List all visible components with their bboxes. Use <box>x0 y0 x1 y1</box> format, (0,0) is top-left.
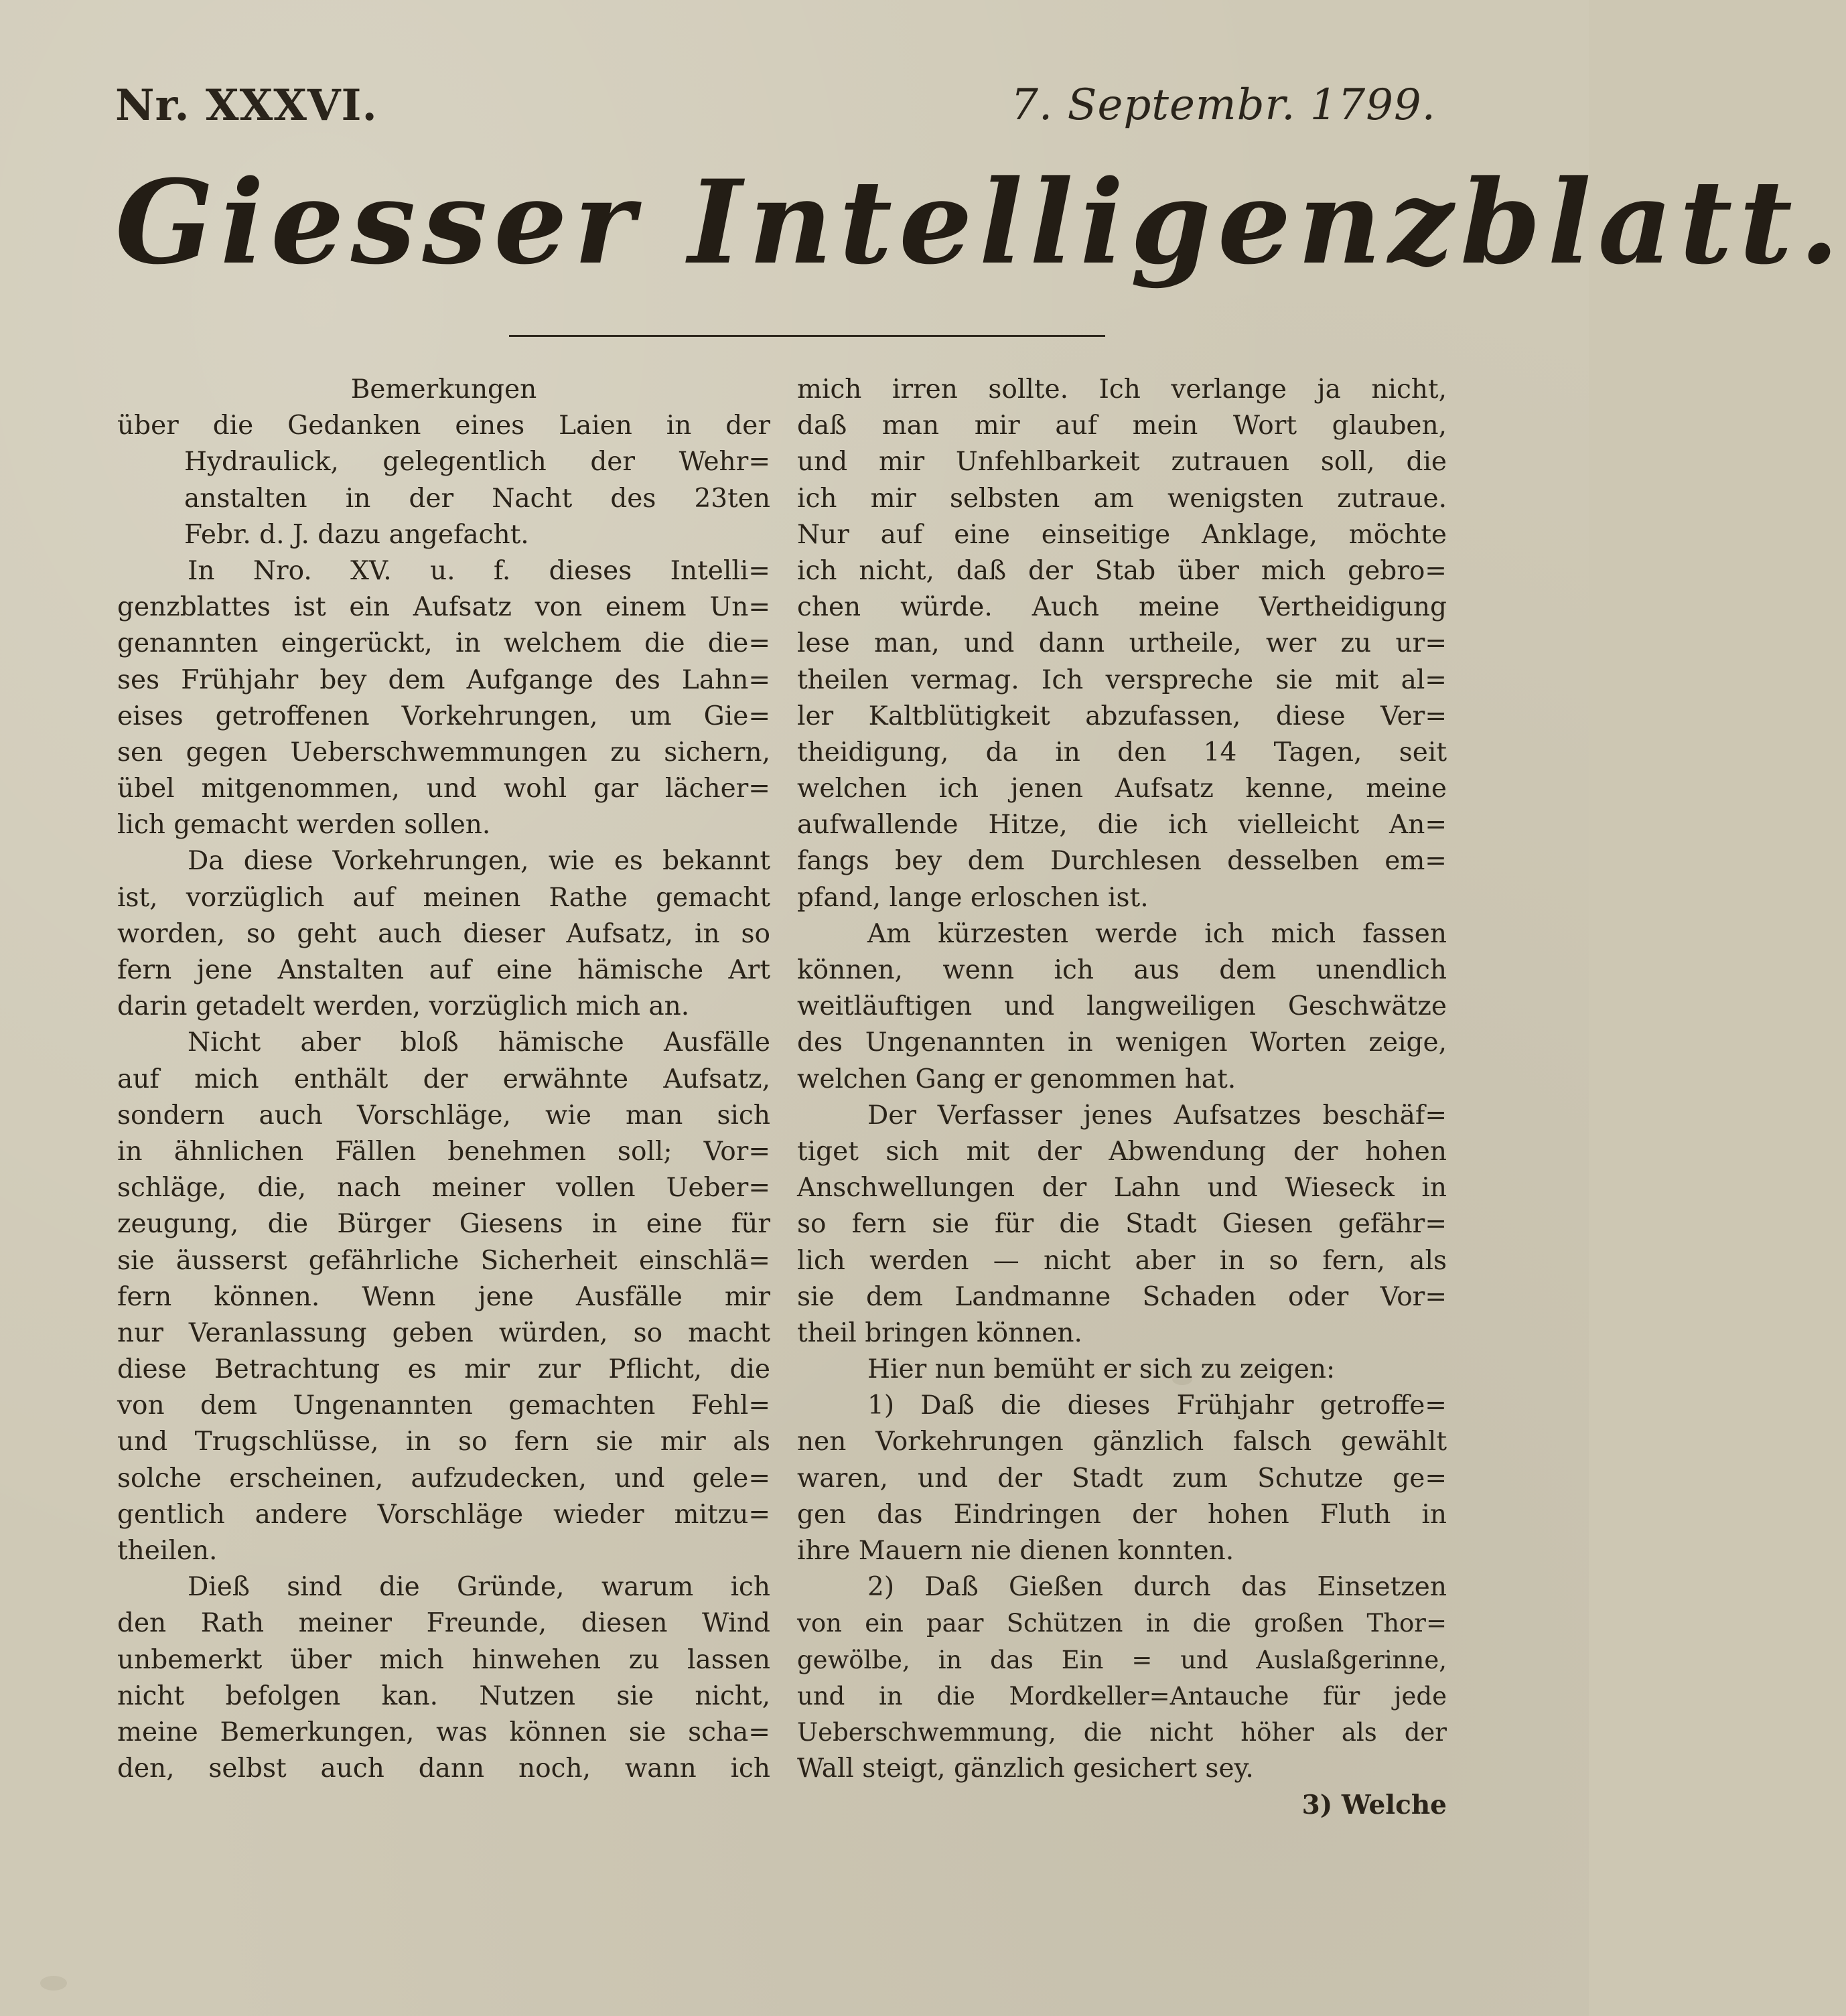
masthead-rule <box>509 335 1105 337</box>
text-line: genannten eingerückt, in welchem die die= <box>117 628 770 659</box>
text-line: in ähnlichen Fällen benehmen soll; Vor= <box>117 1136 770 1167</box>
text-line: fangs bey dem Durchlesen desselben em= <box>797 846 1447 877</box>
text-line: In Nro. XV. u. f. dieses Intelli= <box>188 555 770 586</box>
text-line: eises getroffenen Vorkehrungen, um Gie= <box>117 701 770 731</box>
text-line: Wall steigt, gänzlich gesichert sey. <box>797 1753 1254 1784</box>
text-line: den Rath meiner Freunde, diesen Wind <box>117 1608 770 1639</box>
text-line: lich gemacht werden sollen. <box>117 810 491 841</box>
article-subheading-line: Febr. d. J. dazu angefacht. <box>184 519 529 550</box>
article-subheading-line: über die Gedanken eines Laien in der <box>117 411 770 441</box>
article-subheading-line: anstalten in der Nacht des 23ten <box>184 483 770 514</box>
text-line: fern jene Anstalten auf eine hämische Art <box>117 955 770 985</box>
article-subheading-line: Hydraulick, gelegentlich der Wehr= <box>184 447 770 478</box>
text-line: können, wenn ich aus dem unendlich <box>797 955 1447 985</box>
text-line: Am kürzesten werde ich mich fassen <box>867 918 1447 949</box>
masthead-title: Giesser Intelligenzblatt. <box>115 154 1846 290</box>
text-line: gen das Eindringen der hohen Fluth in <box>797 1499 1447 1530</box>
text-line: waren, und der Stadt zum Schutze ge= <box>797 1463 1447 1494</box>
text-line: ler Kaltblütigkeit abzufassen, diese Ver= <box>797 701 1447 731</box>
text-line: Nicht aber bloß hämische Ausfälle <box>188 1027 770 1058</box>
text-line: theilen vermag. Ich verspreche sie mit al= <box>797 664 1447 695</box>
text-line: ich nicht, daß der Stab über mich gebro= <box>797 555 1447 586</box>
text-line: ses Frühjahr bey dem Aufgange des Lahn= <box>117 664 770 695</box>
text-line: sen gegen Ueberschwemmungen zu sichern, <box>117 737 770 768</box>
text-line: mich irren sollte. Ich verlange ja nicht, <box>797 374 1447 405</box>
text-line: welchen ich jenen Aufsatz kenne, meine <box>797 774 1447 804</box>
text-line: und mir Unfehlbarkeit zutrauen soll, die <box>797 447 1447 478</box>
text-line: des Ungenannten in wenigen Worten zeige, <box>797 1027 1447 1058</box>
text-line: Der Verfasser jenes Aufsatzes beschäf= <box>867 1100 1447 1131</box>
text-line: welchen Gang er genommen hat. <box>797 1064 1236 1094</box>
text-line: auf mich enthält der erwähnte Aufsatz, <box>117 1064 770 1094</box>
text-line: darin getadelt werden, vorzüglich mich an. <box>117 991 690 1022</box>
text-line: Ueberschwemmung, die nicht höher als der <box>797 1717 1447 1747</box>
text-line: genzblattes ist ein Aufsatz von einem Un= <box>117 592 770 623</box>
text-line: Da diese Vorkehrungen, wie es bekannt <box>188 846 770 877</box>
text-line: Nur auf eine einseitige Anklage, möchte <box>797 519 1447 550</box>
paper-stain <box>40 1976 67 1991</box>
text-line: gentlich andere Vorschläge wieder mitzu= <box>117 1499 770 1530</box>
text-line: solche erscheinen, aufzudecken, und gele= <box>117 1463 770 1494</box>
text-line: von ein paar Schützen in die großen Thor= <box>797 1609 1447 1638</box>
text-line: sie dem Landmanne Schaden oder Vor= <box>797 1281 1447 1312</box>
text-line: aufwallende Hitze, die ich vielleicht An= <box>797 810 1447 841</box>
text-line: Dieß sind die Gründe, warum ich <box>188 1572 770 1603</box>
text-line: ich mir selbsten am wenigsten zutraue. <box>797 483 1447 514</box>
text-line: theilen. <box>117 1536 218 1566</box>
text-line: Anschwellungen der Lahn und Wieseck in <box>797 1173 1447 1204</box>
text-line: sie äusserst gefährliche Sicherheit einschlä= <box>117 1245 770 1276</box>
text-line: weitläuftigen und langweiligen Geschwätze <box>797 991 1447 1022</box>
text-line: unbemerkt über mich hinwehen zu lassen <box>117 1644 770 1675</box>
list-item-1: 1) Daß die dieses Frühjahr getroffe= <box>867 1390 1447 1421</box>
text-line: übel mitgenommen, und wohl gar lächer= <box>117 774 770 804</box>
text-line: pfand, lange erloschen ist. <box>797 882 1149 913</box>
text-line: zeugung, die Bürger Giesens in eine für <box>117 1209 770 1240</box>
text-line: nen Vorkehrungen gänzlich falsch gewählt <box>797 1427 1447 1457</box>
text-line: so fern sie für die Stadt Giesen gefähr= <box>797 1209 1447 1240</box>
text-line: von dem Ungenannten gemachten Fehl= <box>117 1390 770 1421</box>
text-line: schläge, die, nach meiner vollen Ueber= <box>117 1173 770 1204</box>
left-column <box>117 372 770 1787</box>
list-item-2: 2) Daß Gießen durch das Einsetzen <box>867 1572 1447 1603</box>
right-column <box>797 372 1447 1824</box>
text-line: diese Betrachtung es mir zur Pflicht, die <box>117 1354 770 1385</box>
issue-date: 7. Septembr. 1799. <box>1011 80 1436 130</box>
text-line: Hier nun bemüht er sich zu zeigen: <box>867 1354 1336 1385</box>
text-line: und Trugschlüsse, in so fern sie mir als <box>117 1427 770 1457</box>
text-line: gewölbe, in das Ein = und Auslaßgerinne, <box>797 1645 1447 1674</box>
text-line: fern können. Wenn jene Ausfälle mir <box>117 1281 770 1312</box>
catchword: 3) Welche <box>1301 1790 1447 1821</box>
text-line: ihre Mauern nie dienen konnten. <box>797 1536 1234 1566</box>
text-line: daß man mir auf mein Wort glauben, <box>797 411 1447 441</box>
text-line: tiget sich mit der Abwendung der hohen <box>797 1136 1447 1167</box>
text-line: theil bringen können. <box>797 1317 1082 1348</box>
text-line: meine Bemerkungen, was können sie scha= <box>117 1717 770 1747</box>
text-line: ist, vorzüglich auf meinen Rathe gemacht <box>117 882 770 913</box>
article-heading: Bemerkungen <box>350 374 537 405</box>
text-line: worden, so geht auch dieser Aufsatz, in so <box>117 918 770 949</box>
issue-number: Nr. XXXVI. <box>115 80 378 131</box>
text-line: nur Veranlassung geben würden, so macht <box>117 1317 770 1348</box>
text-line: lese man, und dann urtheile, wer zu ur= <box>797 628 1447 659</box>
text-line: den, selbst auch dann noch, wann ich <box>117 1753 770 1784</box>
text-line: nicht befolgen kan. Nutzen sie nicht, <box>117 1680 770 1711</box>
text-line: und in die Mordkeller=Antauche für jede <box>797 1681 1447 1711</box>
text-line: lich werden — nicht aber in so fern, als <box>797 1245 1447 1276</box>
text-line: chen würde. Auch meine Vertheidigung <box>797 592 1447 623</box>
text-line: theidigung, da in den 14 Tagen, seit <box>797 737 1447 768</box>
text-line: sondern auch Vorschläge, wie man sich <box>117 1100 770 1131</box>
